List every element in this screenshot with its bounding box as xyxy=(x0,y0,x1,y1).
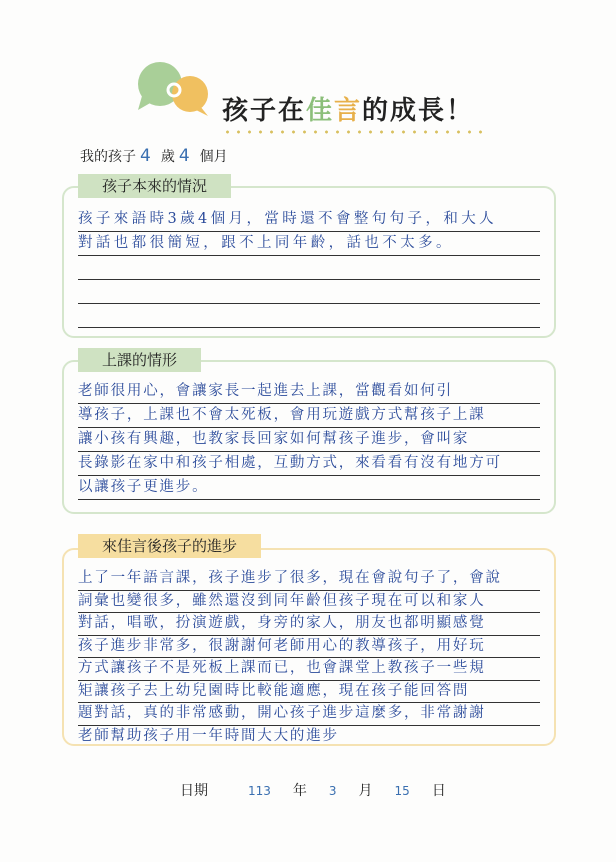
handwritten-line: 老師幫助孩子用一年時間大大的進步 xyxy=(78,727,339,744)
section-title: 上課的情形 xyxy=(78,348,201,372)
blank-line xyxy=(78,256,540,280)
section-title: 孩子本來的情況 xyxy=(78,174,231,198)
section-title: 來佳言後孩子的進步 xyxy=(78,534,261,558)
handwritten-line: 上了一年語言課，孩子進步了很多，現在會說句子了，會說 xyxy=(78,568,540,591)
speech-bubbles-logo xyxy=(134,60,214,120)
handwritten-line: 對話也都很簡短，跟不上同年齡，話也不太多。 xyxy=(78,232,540,256)
handwritten-line: 方式讓孩子不是死板上課而已，也會課堂上教孩子一些規 xyxy=(78,658,540,681)
handwritten-line: 詞彙也變很多，雖然還沒到同年齡但孩子現在可以和家人 xyxy=(78,591,540,614)
dotted-divider xyxy=(222,130,482,134)
page-title: 孩子在佳言的成長！ xyxy=(222,96,475,126)
handwritten-line: 題對話，真的非常感動，開心孩子進步這麼多，非常謝謝 xyxy=(78,703,540,726)
handwritten-line: 對話，唱歌，扮演遊戲，身旁的家人，朋友也都明顯感覺 xyxy=(78,613,540,636)
handwritten-line: 導孩子，上課也不會太死板，會用玩遊戲方式幫孩子上課 xyxy=(78,404,540,428)
blank-line xyxy=(78,304,540,328)
child-age: 我的孩子 4 歲 4 個月 xyxy=(80,146,228,166)
handwritten-line: 矩讓孩子去上幼兒園時比較能適應，現在孩子能回答問 xyxy=(78,681,540,704)
date-field: 日期 113 年 3 月 15 日 xyxy=(180,783,446,799)
handwritten-line: 讓小孩有興趣，也教家長回家如何幫孩子進步，會叫家 xyxy=(78,428,540,452)
handwritten-line: 以讓孩子更進步。 xyxy=(78,476,540,500)
handwritten-line: 老師很用心，會讓家長一起進去上課，當觀看如何引 xyxy=(78,380,540,404)
handwritten-line: 孩子進步非常多，很謝謝何老師用心的教導孩子，用好玩 xyxy=(78,636,540,659)
blank-line xyxy=(78,280,540,304)
handwritten-line: 孩子來語時3歲4個月，當時還不會整句句子，和大人 xyxy=(78,208,540,232)
handwritten-line: 長錄影在家中和孩子相處，互動方式，來看看有沒有地方可 xyxy=(78,452,540,476)
